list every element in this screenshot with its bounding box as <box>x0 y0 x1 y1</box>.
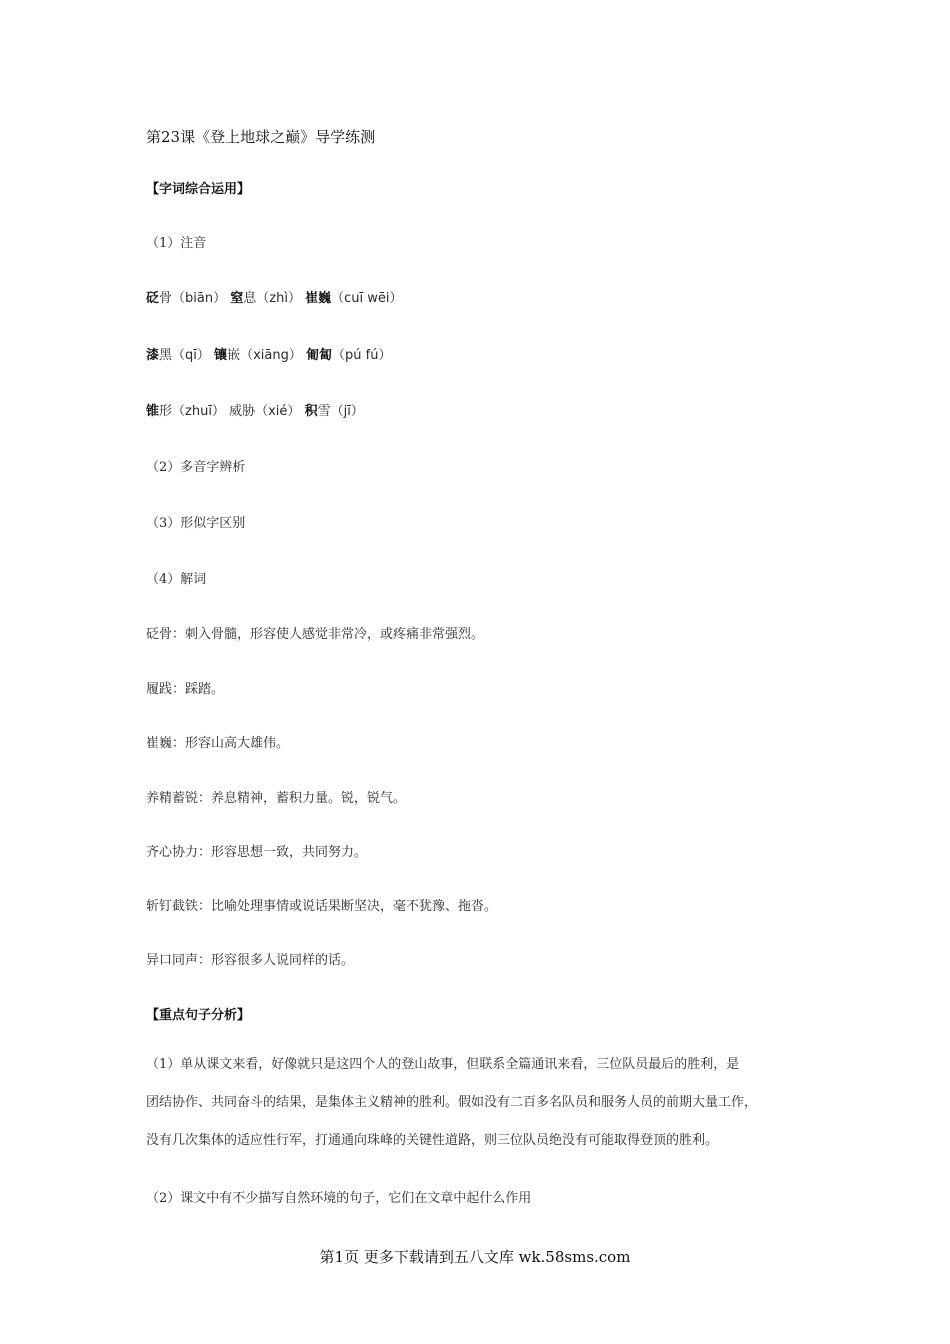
pinyin: （qī） <box>172 348 210 363</box>
word-rest: 嵌 <box>227 348 241 363</box>
definition-item: 履践：踩踏。 <box>146 682 225 697</box>
definition-item: 异口同声：形容很多人说同样的话。 <box>146 953 355 968</box>
word-rest: 威胁 <box>229 404 256 419</box>
analysis-line: 团结协作、共同奋斗的结果，是集体主义精神的胜利。假如没有二百多名队员和服务人员的前期大量工作， <box>146 1095 758 1110</box>
pinyin: （xiāng） <box>240 348 302 363</box>
vocab-heading: 【字词综合运用】 <box>146 182 251 197</box>
word-rest: 息 <box>243 291 257 306</box>
pinyin-row-1 <box>146 287 403 306</box>
word-bold: 崔巍 <box>305 291 332 306</box>
word-rest: 骨 <box>159 291 173 306</box>
pinyin: （zhì） <box>256 291 301 306</box>
definition-item: 砭骨：刺入骨髓，形容使人感觉非常冷，或疼痛非常强烈。 <box>146 627 485 642</box>
analysis-paragraph <box>146 1046 816 1160</box>
word-bold: 积 <box>304 404 318 419</box>
word-bold: 镶 <box>214 348 228 363</box>
pinyin: （biān） <box>172 291 227 306</box>
word-bold: 锥 <box>146 404 160 419</box>
analysis-line: （1）单从课文来看，好像就只是这四个人的登山故事，但联系全篇通讯来看，三位队员最后的胜利，是 <box>146 1057 740 1072</box>
pinyin: （pú fú） <box>332 348 392 363</box>
polyphone-heading: （2）多音字辨析 <box>146 460 246 475</box>
question-2: （2）课文中有不少描写自然环境的句子，它们在文章中起什么作用 <box>146 1191 532 1206</box>
definition-item: 养精蓄锐：养息精神，蓄积力量。锐，锐气。 <box>146 791 407 806</box>
pinyin-row-2 <box>146 344 391 363</box>
pinyin-heading: （1）注音 <box>146 236 207 251</box>
definition-item: 崔巍：形容山高大雄伟。 <box>146 736 290 751</box>
word-rest: 形 <box>159 404 173 419</box>
similar-char-heading: （3）形似字区别 <box>146 516 246 531</box>
pinyin: （xié） <box>255 404 301 419</box>
word-rest: 黑 <box>159 348 173 363</box>
pinyin: （jī） <box>330 404 364 419</box>
word-rest: 雪 <box>317 404 331 419</box>
pinyin: （zhuī） <box>172 404 225 419</box>
page-footer: 第1页 更多下载请到五八文库 wk.58sms.com <box>319 1248 631 1266</box>
word-bold: 漆 <box>146 348 160 363</box>
definition-item: 斩钉截铁：比喻处理事情或说话果断坚决，毫不犹豫、拖沓。 <box>146 899 498 914</box>
pinyin-row-3 <box>146 400 364 419</box>
definition-item: 齐心协力：形容思想一致，共同努力。 <box>146 845 368 860</box>
explain-heading: （4）解词 <box>146 572 207 587</box>
word-bold: 匍匐 <box>305 348 332 363</box>
analysis-line: 没有几次集体的适应性行军，打通通向珠峰的关键性道路，则三位队员绝没有可能取得登顶的胜利。 <box>146 1133 719 1148</box>
word-bold: 砭 <box>146 291 160 306</box>
pinyin: （cuī wēi） <box>331 291 403 306</box>
sentence-analysis-heading: 【重点句子分析】 <box>146 1008 251 1023</box>
page-title: 第23课《登上地球之巅》导学练测 <box>146 128 376 146</box>
word-bold: 窒 <box>230 291 244 306</box>
